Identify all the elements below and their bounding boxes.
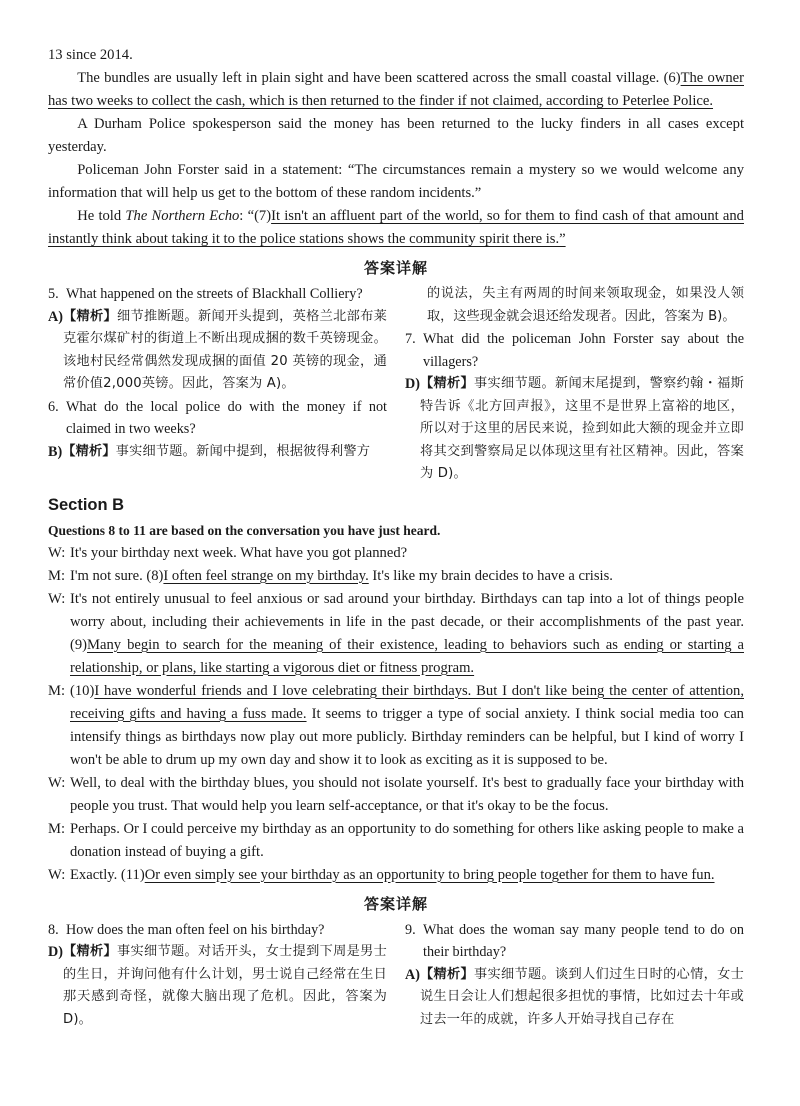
- question-7: [405, 328, 744, 373]
- answer-column-left: [48, 283, 387, 486]
- answer-key: B): [48, 443, 63, 460]
- answer-explanation: [62, 441, 387, 464]
- answer-9: [405, 964, 744, 1032]
- speaker-label: W:: [48, 544, 66, 561]
- speaker-label: W:: [48, 774, 66, 791]
- dialogue-segment: It seems to trigger a type of social anxiety. I think social media too can intensify things as birthdays now play out more publicly. Birthday reminders can be helpful, but I kind of worry I won't be able to drum up my own day and show it to look as exciting as it is supposed to be.: [70, 705, 744, 768]
- question-number: 7.: [405, 331, 416, 347]
- question-text: What do the local police do with the money if not claimed in two weeks?: [66, 398, 387, 437]
- answer-key: A): [405, 966, 420, 983]
- underlined-answer-text: Many begin to search for the meaning of their existence, leading to behaviors such as ending or starting a relationship, or plans, like starting a vigorous diet or fitness program.: [70, 636, 744, 676]
- answer-7: [405, 373, 744, 486]
- speaker-label: M:: [48, 820, 66, 837]
- passage-text: : “(7): [239, 208, 272, 224]
- underlined-answer-text: I often feel strange on my birthday.: [163, 567, 369, 584]
- analysis-text: 事实细节题。新闻中提到，根据彼得利警方: [115, 443, 371, 459]
- question-6: [48, 396, 387, 441]
- newspaper-title: The Northern Echo: [125, 208, 240, 224]
- passage-text: He told: [77, 208, 126, 224]
- dialogue-segment: Exactly. (11): [70, 866, 145, 883]
- answer-key: A): [48, 308, 63, 325]
- question-text: How does the man often feel on his birthday?: [66, 921, 325, 938]
- question-8: [48, 919, 387, 942]
- analysis-text: 事实细节题。对话开头，女士提到下周是男士的生日，并询问他有什么计划，男士说自己经常在生日那天感到奇怪，就像大脑出现了危机。因此，答案为 D)。: [62, 944, 387, 1027]
- underlined-answer-text: Or even simply see your birthday as an opportunity to bring people together for them to have fun.: [144, 866, 715, 883]
- dialogue-text: Perhaps. Or I could perceive my birthday as an opportunity to do something for others like asking people to make a donation instead of buying a gift.: [70, 820, 744, 860]
- passage-paragraph: [48, 67, 744, 113]
- speaker-label: M:: [48, 567, 66, 584]
- answer-explanation: [63, 306, 387, 396]
- question-text: What happened on the streets of Blackhall Colliery?: [66, 286, 363, 302]
- passage-line: 13 since 2014.: [48, 47, 133, 63]
- analysis-text: 事实细节题。谈到人们过生日时的心情，女士说生日会让人们想起很多担忧的事情，比如过去十年或过去一年的成就，许多人开始寻找自己存在: [419, 966, 744, 1027]
- answer-8: [48, 941, 387, 1031]
- passage-paragraph: A Durham Police spokesperson said the money has been returned to the lucky finders in all cases except yesterday.: [48, 116, 744, 155]
- answer-key: D): [405, 376, 420, 392]
- dialogue-text: Well, to deal with the birthday blues, you should not isolate yourself. It's best to gradually face your birthday with people you trust. That would help you learn self-acceptance, or that it's okay to be the focus.: [70, 774, 744, 814]
- dialogue-line: [48, 864, 744, 887]
- question-text: What did the policeman John Forster say about the villagers?: [423, 331, 744, 370]
- speaker-label: M:: [48, 682, 66, 699]
- underlined-answer-text: The owner has two weeks to collect the cash, which is then returned to the finder if not claimed, according to Peterlee Police.: [48, 70, 744, 109]
- dialogue-line: [48, 680, 744, 772]
- question-text: What does the woman say many people tend to do on their birthday?: [423, 921, 744, 960]
- question-number: 6.: [48, 398, 59, 415]
- passage: [48, 44, 744, 251]
- underlined-answer-text: It isn't an affluent part of the world, so for them to find cash of that amount and instantly think about taking it to the police stations shows the community spirit there is.”: [48, 208, 744, 247]
- speaker-label: W:: [48, 590, 66, 607]
- conversation: [48, 542, 744, 887]
- analysis-text: 事实细节题。新闻末尾提到，警察约翰・福斯特告诉《北方回声报》，这里不是世界上富裕的地区，所以对于这里的居民来说，捡到如此大额的现金并立即将其交到警察局足以体现这里有社区精神。因此，答案为 D)。: [419, 376, 744, 481]
- underlined-answer-text: I have wonderful friends and I love celebrating their birthdays. But I don't like being the center of attention, receiving gifts and having a fuss made.: [70, 682, 744, 722]
- dialogue-line: [48, 588, 744, 680]
- answer-explanation: [420, 373, 744, 486]
- dialogue-line: [48, 818, 744, 864]
- answer-column-right: [405, 919, 744, 1032]
- answer-explanation: [420, 964, 744, 1032]
- passage-paragraph: Policeman John Forster said in a statement: “The circumstances remain a mystery so we would welcome any information that will help us get to the bottom of these random incidents.”: [48, 162, 744, 201]
- dialogue-line: [48, 542, 744, 565]
- question-9: [405, 919, 744, 964]
- analysis-tag: 【精析】: [62, 308, 118, 324]
- answer-column-right: [405, 283, 744, 486]
- answer-6-continued: 的说法，失主有两周的时间来领取现金，如果没人领取，这些现金就会退还给发现者。因此，答案为 B)。: [427, 286, 744, 324]
- dialogue-text: [70, 680, 744, 772]
- answer-heading: 答案详解: [363, 894, 428, 913]
- answer-heading: 答案详解: [363, 259, 428, 277]
- dialogue-segment: (10): [70, 682, 95, 699]
- answer-columns: [48, 283, 744, 486]
- dialogue-segment: It's not entirely unusual to feel anxious or sad around your birthday. Birthdays can tap into a lot of things people worry about, including their achievements in life in the past decade, or their accomplishments of the past year. (9): [70, 590, 744, 653]
- answer-key: D): [48, 944, 63, 960]
- analysis-tag: 【精析】: [419, 966, 475, 982]
- passage-text: The bundles are usually left in plain sight and have been scattered across the small coastal village. (6): [77, 70, 681, 86]
- question-5: [48, 283, 387, 306]
- dialogue-segment: I'm not sure. (8): [70, 567, 164, 584]
- analysis-tag: 【精析】: [62, 443, 116, 459]
- answer-5: [48, 306, 387, 396]
- answer-6: [48, 441, 387, 464]
- section-title: Section B: [48, 495, 125, 514]
- speaker-label: W:: [48, 866, 66, 883]
- answer-columns: [48, 919, 744, 1032]
- answer-explanation: [63, 941, 387, 1031]
- dialogue-text: [70, 565, 744, 588]
- dialogue-line: [48, 565, 744, 588]
- dialogue-text: [70, 864, 744, 887]
- dialogue-line: [48, 772, 744, 818]
- passage-paragraph: [48, 205, 744, 251]
- analysis-tag: 【精析】: [62, 944, 118, 959]
- question-number: 9.: [405, 921, 416, 938]
- dialogue-text: It's your birthday next week. What have you got planned?: [70, 544, 408, 561]
- dialogue-text: [70, 588, 744, 680]
- questions-note: Questions 8 to 11 are based on the conversation you have just heard.: [48, 522, 441, 538]
- question-number: 8.: [48, 921, 59, 938]
- dialogue-segment: It's like my brain decides to have a crisis.: [368, 567, 613, 584]
- analysis-tag: 【精析】: [419, 376, 475, 391]
- analysis-text: 细节推断题。新闻开头提到，英格兰北部布莱克霍尔煤矿村的街道上不断出现成捆的数千英镑现金。该地村民经常偶然发现成捆的面值 20 英镑的现金，通常价值2,000英镑。因此，答案为 A)。: [62, 308, 387, 391]
- question-number: 5.: [48, 286, 59, 302]
- answer-column-left: [48, 919, 387, 1032]
